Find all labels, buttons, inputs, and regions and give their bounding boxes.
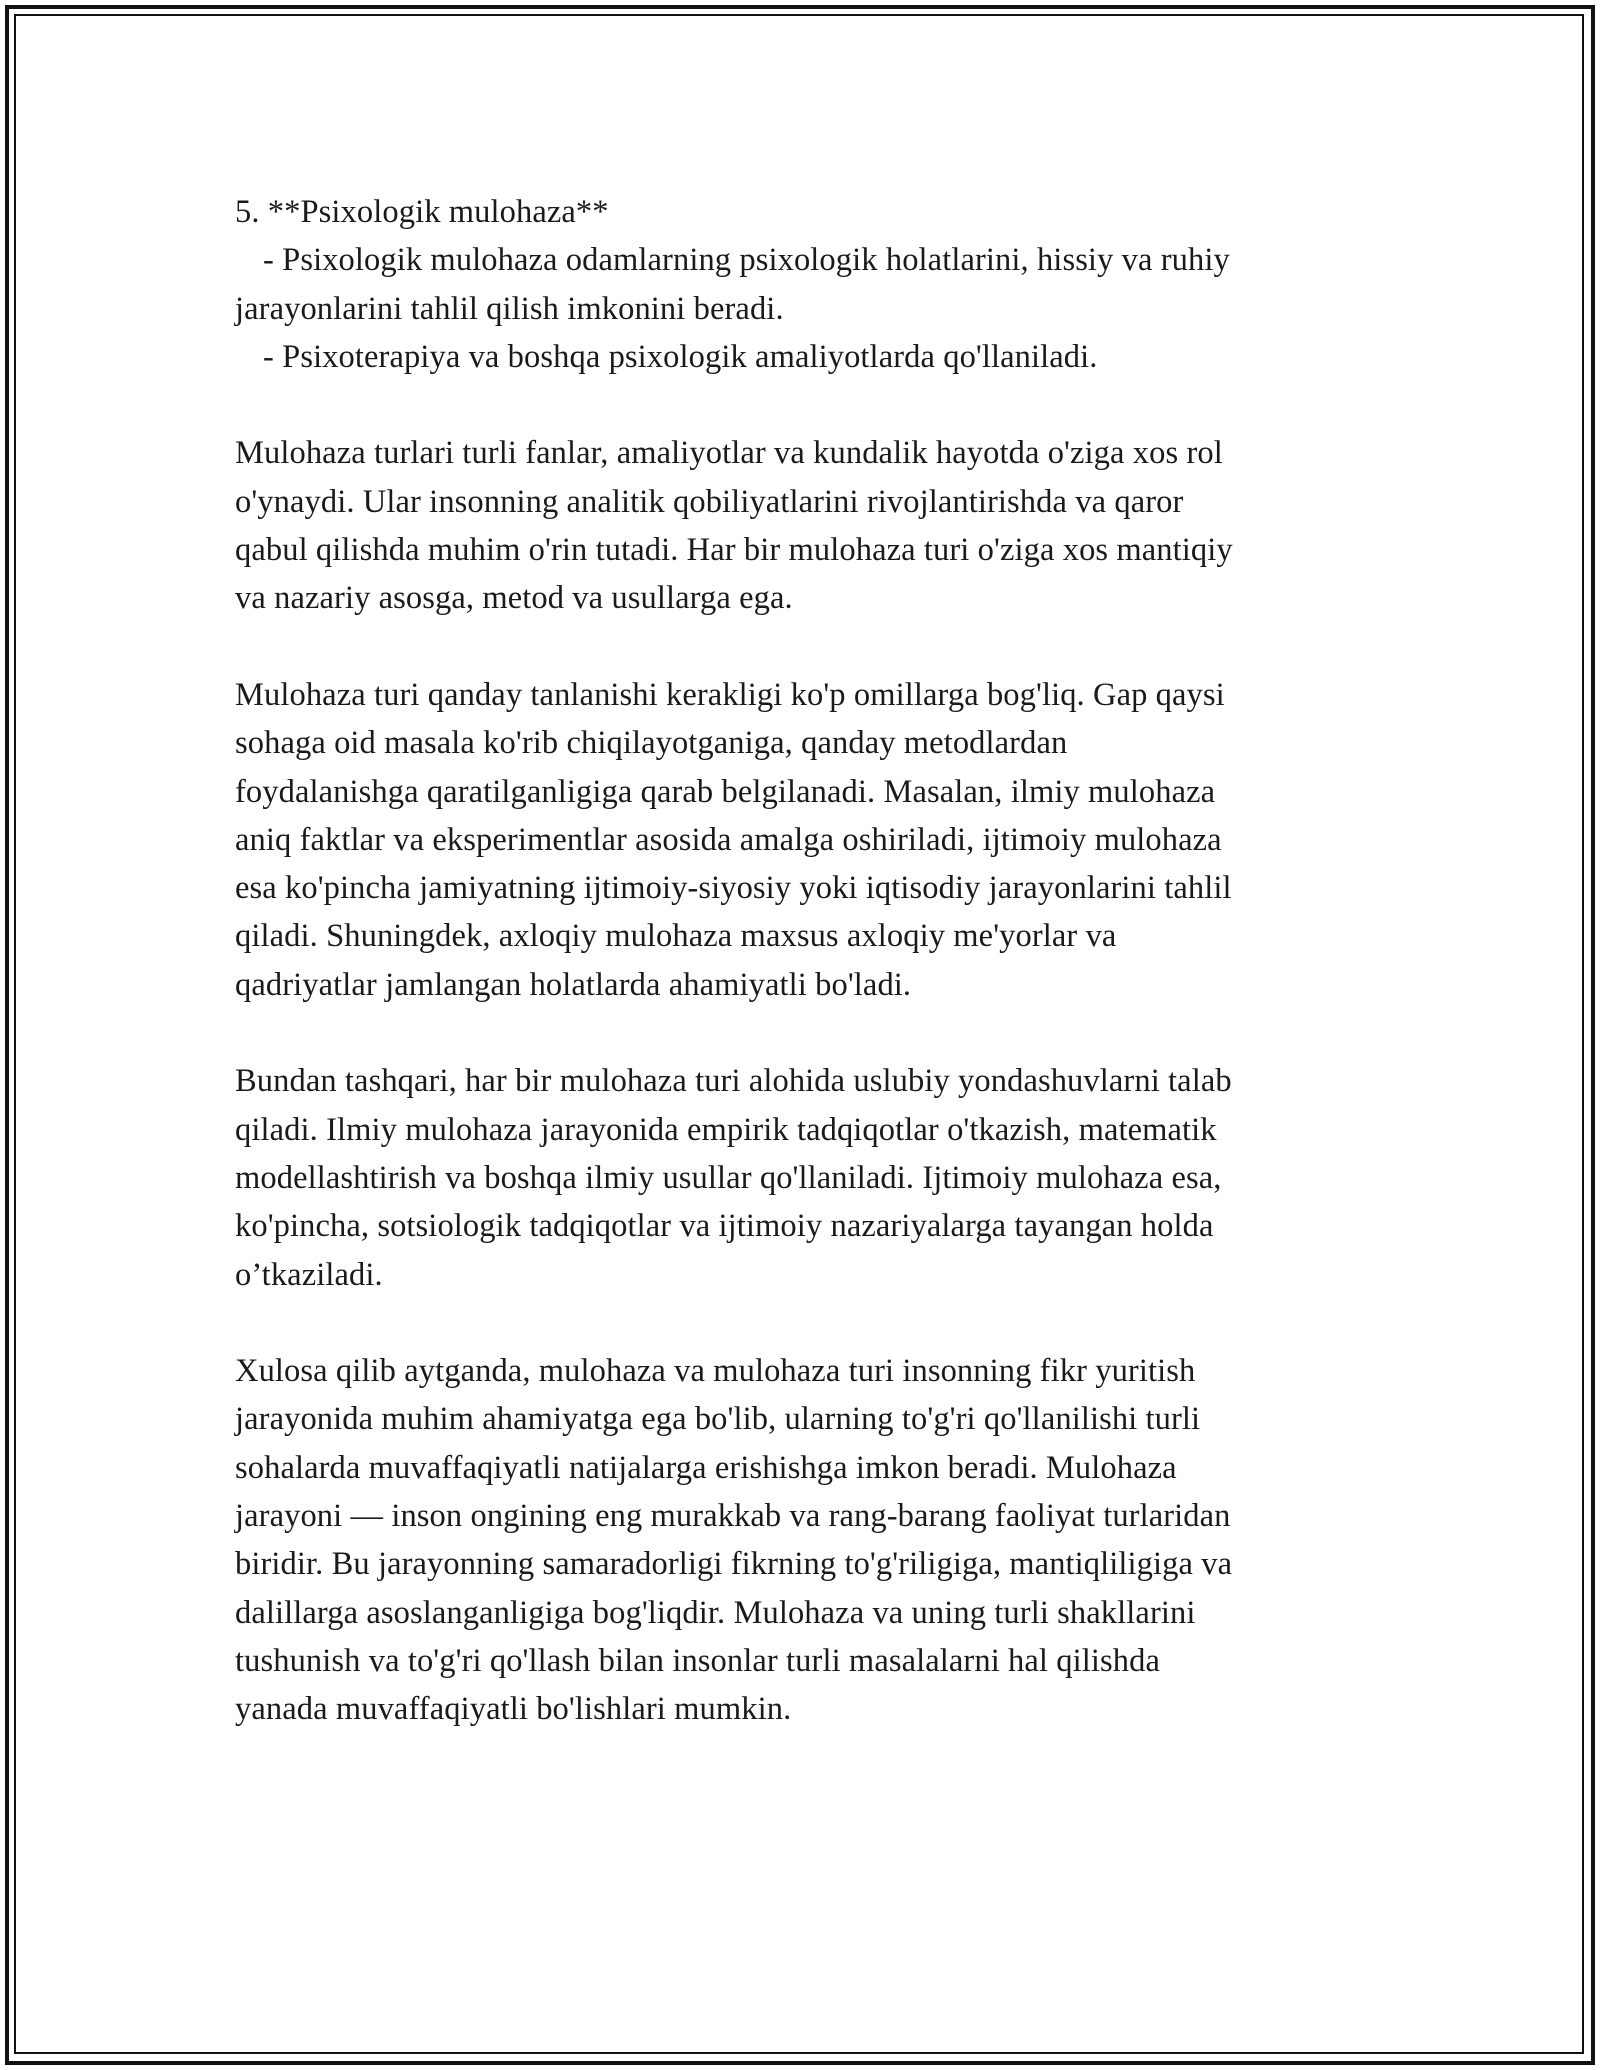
- paragraph-4: [235, 1347, 1355, 1733]
- text-line: qiladi. Shuningdek, axloqiy mulohaza maxsus axloqiy me'yorlar va: [235, 918, 1117, 955]
- text-line: o'ynaydi. Ular insonning analitik qobiliyatlarini rivojlantirishda va qaror: [235, 483, 1184, 520]
- text-line: esa ko'pincha jamiyatning ijtimoiy-siyosiy yoki iqtisodiy jarayonlarini tahlil: [235, 870, 1232, 907]
- text-line: dalillarga asoslanganligiga bog'liqdir. Mulohaza va uning turli shakllarini: [235, 1594, 1196, 1631]
- bullet-line: - Psixologik mulohaza odamlarning psixologik holatlarini, hissiy va ruhiy: [263, 242, 1230, 279]
- text-line: aniq faktlar va eksperimentlar asosida amalga oshiriladi, ijtimoiy mulohaza: [235, 821, 1222, 858]
- text-line: qadriyatlar jamlangan holatlarda ahamiyatli bo'ladi.: [235, 966, 912, 1003]
- text-line: va nazariy asosga, metod va usullarga ega.: [235, 580, 793, 617]
- text-line: sohaga oid masala ko'rib chiqilayotganiga, qanday metodlardan: [235, 725, 1068, 762]
- text-line: modellashtirish va boshqa ilmiy usullar qo'llaniladi. Ijtimoiy mulohaza esa,: [235, 1159, 1222, 1196]
- section-psixologik: [235, 188, 1355, 381]
- text-line: yanada muvaffaqiyatli bo'lishlari mumkin.: [235, 1691, 792, 1728]
- text-line: tushunish va to'g'ri qo'llash bilan insonlar turli masalalarni hal qilishda: [235, 1642, 1160, 1679]
- text-line: jarayonida muhim ahamiyatga ega bo'lib, ularning to'g'ri qo'llanilishi turli: [235, 1401, 1201, 1438]
- document-body: [235, 188, 1355, 1734]
- paragraph-1: [235, 429, 1355, 622]
- text-line: sohalarda muvaffaqiyatli natijalarga erishishga imkon beradi. Mulohaza: [235, 1449, 1177, 1486]
- section-heading: 5. **Psixologik mulohaza**: [235, 194, 609, 230]
- bullet-line: jarayonlarini tahlil qilish imkonini beradi.: [235, 290, 784, 327]
- text-line: foydalanishga qaratilganligiga qarab belgilanadi. Masalan, ilmiy mulohaza: [235, 773, 1216, 810]
- text-line: qiladi. Ilmiy mulohaza jarayonida empirik tadqiqotlar o'tkazish, matematik: [235, 1111, 1217, 1148]
- paragraph-3: [235, 1057, 1355, 1298]
- text-line: Mulohaza turlari turli fanlar, amaliyotlar va kundalik hayotda o'ziga xos rol: [235, 435, 1223, 472]
- bullet-item: [235, 236, 1355, 333]
- text-line: Bundan tashqari, har bir mulohaza turi alohida uslubiy yondashuvlarni talab: [235, 1063, 1232, 1100]
- text-line: qabul qilishda muhim o'rin tutadi. Har bir mulohaza turi o'ziga xos mantiqiy: [235, 532, 1233, 569]
- text-line: o’tkaziladi.: [235, 1256, 383, 1293]
- text-line: Mulohaza turi qanday tanlanishi kerakligi ko'p omillarga bog'liq. Gap qaysi: [235, 676, 1225, 713]
- bullet-item: [235, 333, 1355, 381]
- paragraph-2: [235, 671, 1355, 1009]
- text-line: biridir. Bu jarayonning samaradorligi fikrning to'g'riligiga, mantiqliligiga va: [235, 1546, 1233, 1583]
- text-line: jarayoni — inson ongining eng murakkab va rang-barang faoliyat turlaridan: [235, 1498, 1231, 1535]
- text-line: Xulosa qilib aytganda, mulohaza va mulohaza turi insonning fikr yuritish: [235, 1353, 1196, 1390]
- text-line: ko'pincha, sotsiologik tadqiqotlar va ijtimoiy nazariyalarga tayangan holda: [235, 1208, 1214, 1245]
- bullet-line: - Psixoterapiya va boshqa psixologik amaliyotlarda qo'llaniladi.: [263, 338, 1098, 375]
